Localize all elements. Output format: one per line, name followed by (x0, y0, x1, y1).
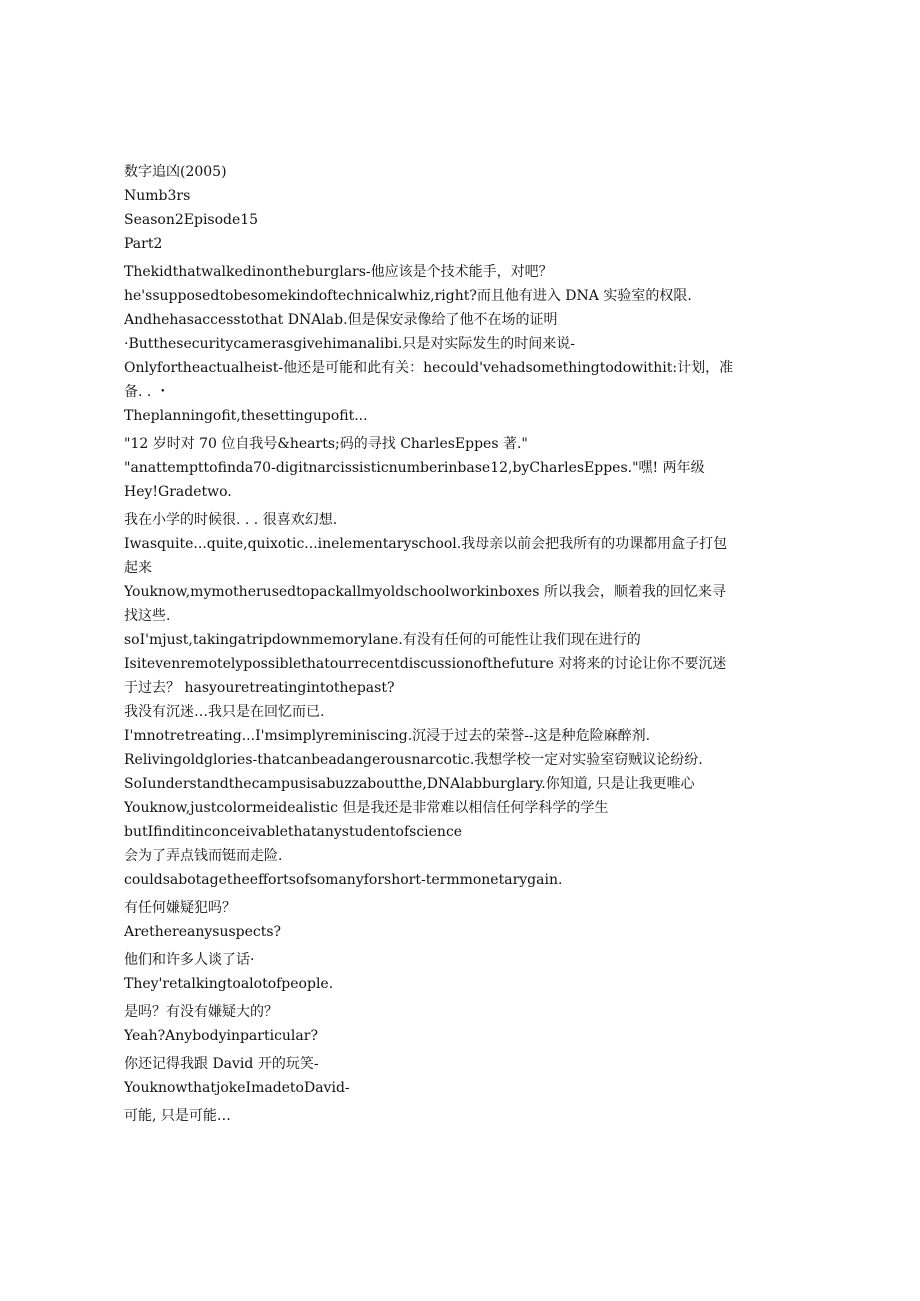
subtitle-line: 他们和许多人谈了话· (124, 952, 255, 968)
subtitle-line: Relivingoldglories-thatcanbeadangerousnarcotic.我想学校一定对实验室窃贼议论纷纷. (124, 752, 703, 768)
subtitle-line: 我在小学的时候很. . . 很喜欢幻想. (124, 512, 338, 528)
subtitle-line: YouknowthatjokeImadetoDavid- (124, 1080, 350, 1096)
subtitle-line: Iwasquite...quite,quixotic...inelementaryschool.我母亲以前会把我所有的功课都用盒子打包起来 (124, 536, 728, 576)
subtitle-line: 会为了弄点钱而铤而走险. (124, 848, 283, 864)
subtitle-line: Onlyfortheactualheist-他还是可能和此有关：hecould'vehadsomethingtodowithit:计划，准备. . ・ (124, 360, 734, 400)
subtitle-line: Arethereanysuspects? (124, 924, 282, 940)
subtitle-line: butIfinditinconceivablethatanystudentofscience (124, 824, 463, 840)
subtitle-line: Thekidthatwalkedinontheburglars-他应该是个技术能手，对吧？ (124, 264, 553, 280)
subtitle-line: ·Butthesecuritycamerasgivehimanalibi.只是对实际发生的时间来说- (124, 336, 576, 352)
subtitle-line: Youknow,mymotherusedtopackallmyoldschoolworkinboxes 所以我会，顺着我的回忆来寻找这些. (124, 584, 726, 624)
title-line: 数字追凶(2005) (124, 164, 227, 180)
subtitle-line: Hey!Gradetwo. (124, 484, 232, 500)
subtitle-line: Youknow,justcolormeidealistic 但是我还是非常难以相信任何学科学的学生 (124, 800, 609, 816)
episode-line: Season2Episode15 (124, 212, 259, 228)
subtitle-line: Isitevenremotelypossiblethatourrecentdiscussionofthefuture 对将来的讨论让你不要沉迷于过去？ hasyouretreatingintothepast? (124, 656, 727, 696)
show-name-line: Numb3rs (124, 188, 191, 204)
document-body (124, 160, 734, 1128)
subtitle-line: 是吗？有没有嫌疑大的？ (124, 1004, 278, 1020)
subtitle-line: I'mnotretreating...I'msimplyreminiscing.沉浸于过去的荣誉--这是种危险麻醉剂. (124, 728, 651, 744)
subtitle-line: 我没有沉迷…我只是在回忆而已. (124, 704, 325, 720)
subtitle-line: "anattempttofinda70-digitnarcissisticnumberinbase12,byCharlesEppes."嘿! 两年级 (124, 460, 705, 476)
subtitle-line: Theplanningofit,thesettingupofit... (124, 408, 368, 424)
subtitle-line: Yeah?Anybodyinparticular? (124, 1028, 318, 1044)
subtitle-line: soI'mjust,takingatripdownmemorylane.有没有任何的可能性让我们现在进行的 (124, 632, 641, 648)
subtitle-line: 有任何嫌疑犯吗？ (124, 900, 236, 916)
subtitle-line: he'ssupposedtobesomekindoftechnicalwhiz,right?而且他有进入 DNA 实验室的权限. (124, 288, 692, 304)
subtitle-line: 你还记得我跟 David 开的玩笑- (124, 1056, 319, 1072)
subtitle-line: "12 岁时对 70 位自我号&hearts;码的寻找 CharlesEppes 著." (124, 436, 528, 452)
subtitle-line: 可能, 只是可能… (124, 1108, 231, 1124)
subtitle-line: Andhehasaccesstothat DNAlab.但是保安录像给了他不在场的证明 (124, 312, 558, 328)
subtitle-line: SoIunderstandthecampusisabuzzaboutthe,DNAlabburglary.你知道, 只是让我更唯心 (124, 776, 695, 792)
subtitle-line: couldsabotagetheeffortsofsomanyforshort-termmonetarygain. (124, 872, 563, 888)
part-line: Part2 (124, 236, 163, 252)
subtitle-line: They'retalkingtoalotofpeople. (124, 976, 334, 992)
